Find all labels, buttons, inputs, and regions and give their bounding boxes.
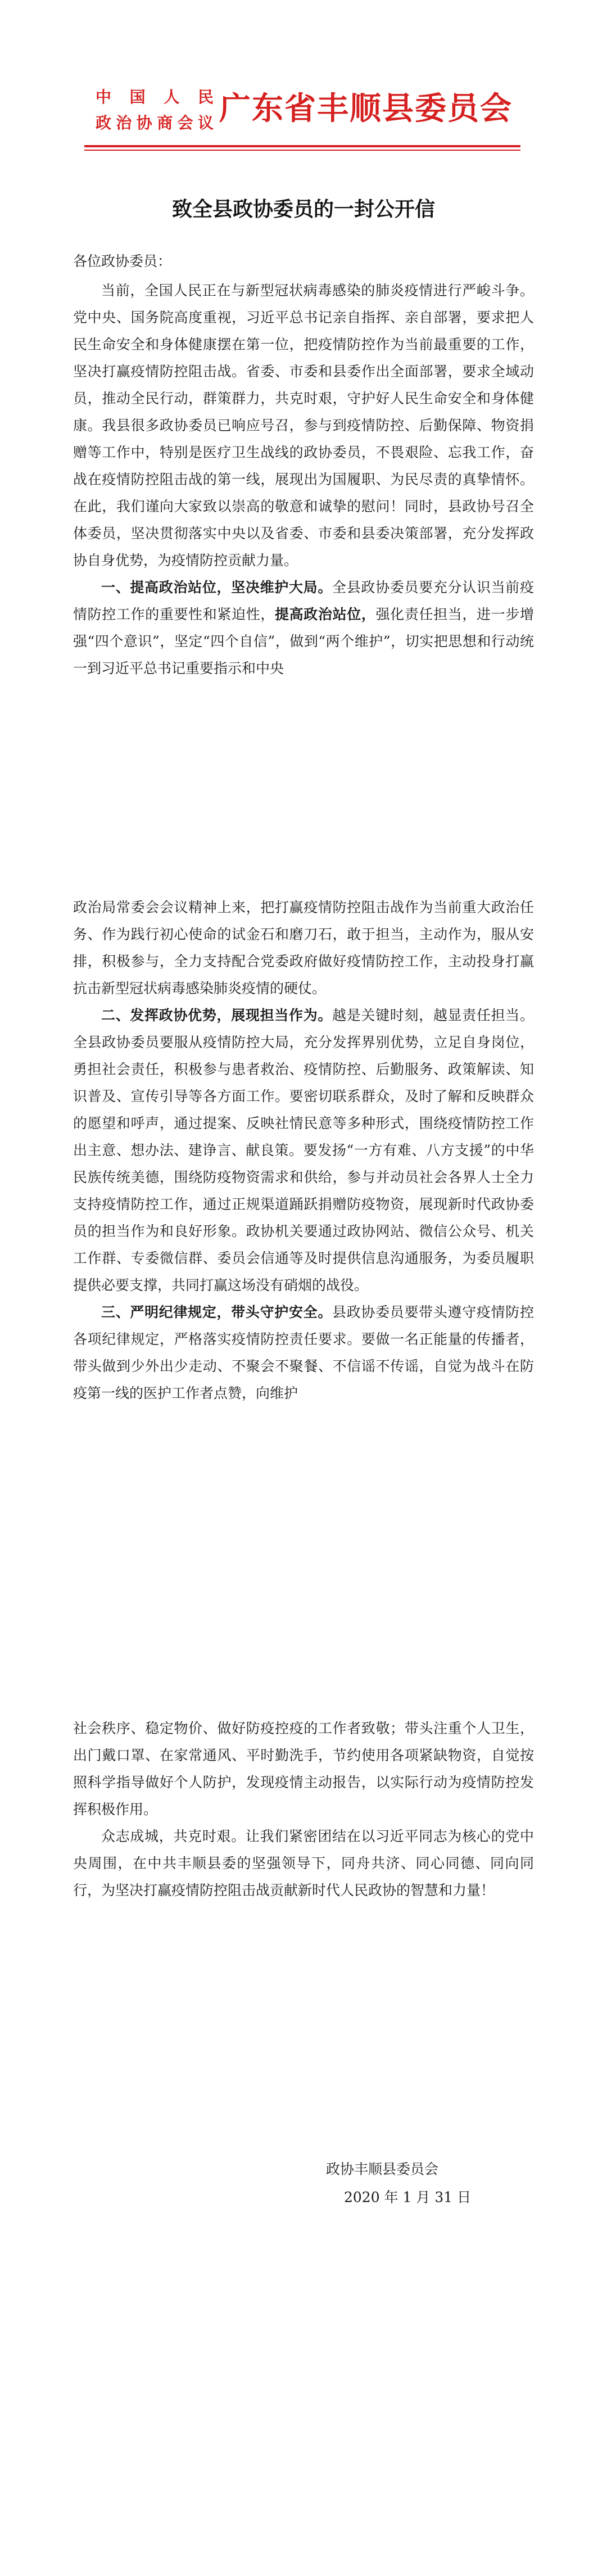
letterhead [0,62,607,146]
document-title: 致全县政协委员的一封公开信 [171,198,435,221]
section-1-body-a: 全县政协委员要充分认识当前疫情防控工作的重要性和紧迫性， [73,579,534,622]
section-1-heading: 一、提高政治站位，坚决维护大局。 [101,579,333,595]
paragraph-intro: 当前，全国人民正在与新型冠状病毒感染的肺炎疫情进行严峻斗争。党中央、国务院高度重视，习近平总书记亲自指挥、亲自部署，要求把人民生命安全和身体健康摆在第一位，把疫情防控作为当前最重要的工作，坚决打赢疫情防控阻击战。省委、市委和县委作出全面部署，要求全域动员，推动全民行动，群策群力，共克时艰，守护好人民生命安全和身体健康。我县很多政协委员已响应号召，参与到疫情防控、后勤保障、物资捐赠等工作中，特别是医疗卫生战线的政协委员，不畏艰险、忘我工作，奋战在疫情防控阻击战的第一线，展现出为国履职、为民尽责的真挚情怀。在此，我们谨向大家致以崇高的敬意和诚挚的慰问！同时，县政协号召全体委员，坚决贯彻落实中央以及省委、市委和县委决策部署，充分发挥政协自身优势，为疫情防控贡献力量。 [73,282,534,569]
org-name-small [96,84,214,136]
section-1-continuation: 政治局常委会会议精神上来，把打赢疫情防控阻击战作为当前重大政治任务、作为践行初心使命的试金石和磨刀石，敢于担当，主动作为，服从安排，积极参与，全力支持配合党委政府做好疫情防控工作，主动投身打赢抗击新型冠状病毒感染肺炎疫情的硬仗。 [73,899,534,996]
org-small-line1: 中国人民 [96,88,214,106]
text-block-3 [73,1715,534,1904]
section-2-heading: 二、发挥政协优势，展现担当作为。 [101,1007,333,1023]
text-block-2 [73,894,534,1407]
paragraph-closing: 众志成城，共克时艰。让我们紧密团结在以习近平同志为核心的党中央周围，在中共丰顺县委的坚强领导下，同舟共济、同心同德、同向同行，为坚决打赢疫情防控阻击战贡献新时代人民政协的智慧和力量！ [73,1828,534,1898]
header-rule-thin [84,150,520,151]
org-small-line2: 政治协商会议 [96,114,214,132]
section-3-continuation: 社会秩序、稳定物价、做好防疫控疫的工作者致敬；带头注重个人卫生，出门戴口罩、在家常通风、平时勤洗手，节约使用各项紧缺物资，自觉按照科学指导做好个人防护，发现疫情主动报告，以实际行动为疫情防控发挥积极作用。 [73,1720,534,1817]
section-3-heading: 三、严明纪律规定，带头守护安全。 [101,1304,333,1320]
signature-date: 2020 年 1 月 31 日 [344,2189,472,2205]
section-1-body-b: 强化责任担当，进一步增强“四个意识”，坚定“四个自信”，做到“两个维护”，切实把思想和行动统一到习近平总书记重要指示和中央 [73,606,534,676]
signature-org: 政协丰顺县委员会 [326,2161,439,2177]
text-block-1 [73,277,534,682]
paragraph-section-1 [73,574,534,682]
paragraph-section-2 [73,1002,534,1299]
section-2-body: 越是关键时刻，越显责任担当。全县政协委员要服从疫情防控大局，充分发挥界别优势，立足自身岗位，勇担社会责任，积极参与患者救治、疫情防控、后勤服务、政策解读、知识普及、宣传引导等各方面工作。要密切联系群众，及时了解和反映群众的愿望和呼声，通过提案、反映社情民意等多种形式，围绕疫情防控工作出主意、想办法、建诤言、献良策。要发扬“一方有难、八方支援”的中华民族传统美德，围绕防疫物资需求和供给，参与并动员社会各界人士全力支持疫情防控工作，通过正规渠道踊跃捐赠防疫物资，展现新时代政协委员的担当作为和良好形象。政协机关要通过政协网站、微信公众号、机关工作群、专委微信群、委员会信通等及时提供信息沟通服务，为委员履职提供必要支撑，共同打赢这场没有硝烟的战役。 [73,1007,534,1293]
section-3-body: 县政协委员要带头遵守疫情防控各项纪律规定，严格落实疫情防控责任要求。要做一名正能量的传播者，带头做到少外出少走动、不聚会不聚餐、不信谣不传谣，自觉为战斗在防疫第一线的医护工作者点赞，向维护 [73,1304,534,1401]
salutation: 各位政协委员： [73,253,172,269]
header-rule-thick [84,145,520,147]
section-1-bold-phrase: 提高政治站位， [275,606,376,622]
org-name-large: 广东省丰顺县委员会 [219,91,513,127]
paragraph-section-3 [73,1299,534,1407]
